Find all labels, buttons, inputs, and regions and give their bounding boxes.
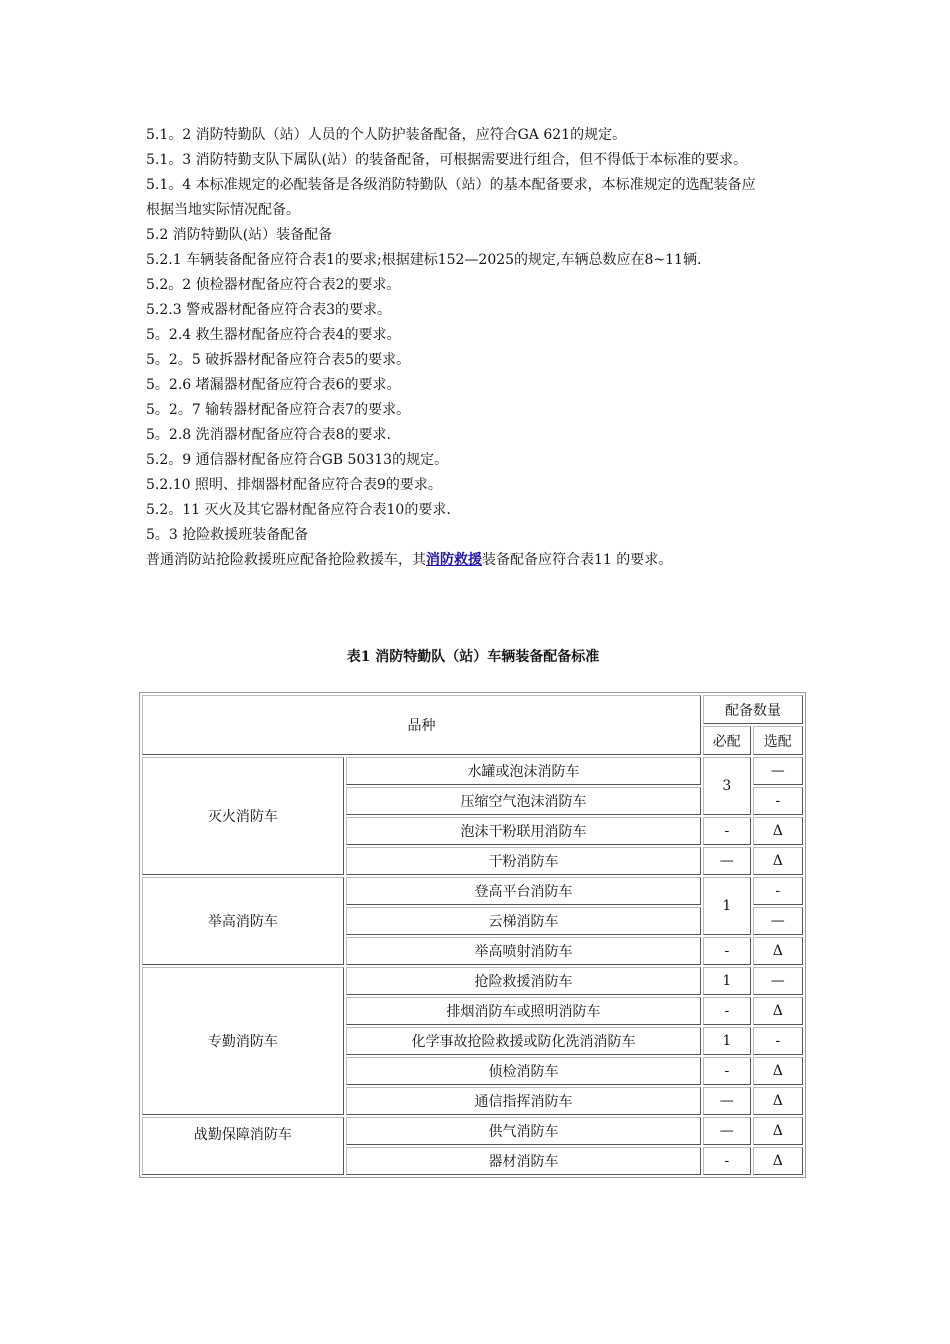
- optional-cell: Δ: [753, 847, 803, 875]
- must-cell: 1: [703, 877, 750, 935]
- paragraph: 5。2。7 输转器材配备应符合表7的要求。: [146, 402, 411, 418]
- item-cell: 排烟消防车或照明消防车: [346, 997, 701, 1025]
- item-cell: 举高喷射消防车: [346, 937, 701, 965]
- paragraph: 5。3 抢险救援班装备配备: [146, 527, 309, 543]
- table-title: 表1 消防特勤队（站）车辆装备配备标准: [346, 649, 600, 665]
- paragraph-text-before-link: 普通消防站抢险救援班应配备抢险救援车，其: [146, 552, 426, 568]
- must-cell: -: [703, 1147, 750, 1175]
- header-optional: 选配: [753, 726, 803, 755]
- paragraph: 5.2。2 侦检器材配备应符合表2的要求。: [146, 277, 401, 293]
- paragraph: 5。2.8 洗消器材配备应符合表8的要求.: [146, 427, 391, 443]
- must-cell: —: [703, 1117, 750, 1145]
- must-cell: —: [703, 1087, 750, 1115]
- must-cell: 1: [703, 1027, 750, 1055]
- paragraph: 5。2.4 救生器材配备应符合表4的要求。: [146, 327, 401, 343]
- table-row: [142, 967, 803, 995]
- optional-cell: Δ: [753, 937, 803, 965]
- table-row: [142, 877, 803, 905]
- category-cell: 专勤消防车: [142, 967, 344, 1115]
- item-cell: 压缩空气泡沫消防车: [346, 787, 701, 815]
- paragraph: 5。2.6 堵漏器材配备应符合表6的要求。: [146, 377, 401, 393]
- optional-cell: Δ: [753, 1087, 803, 1115]
- header-variety: 品种: [142, 695, 701, 755]
- item-cell: 水罐或泡沫消防车: [346, 757, 701, 785]
- item-cell: 侦检消防车: [346, 1057, 701, 1085]
- header-must: 必配: [703, 726, 750, 755]
- item-cell: 泡沫干粉联用消防车: [346, 817, 701, 845]
- vehicle-equipment-table-container: [139, 692, 806, 1209]
- optional-cell: Δ: [753, 1057, 803, 1085]
- optional-cell: —: [753, 967, 803, 995]
- header-quantity: 配备数量: [703, 695, 803, 724]
- paragraph: 5.1。2 消防特勤队（站）人员的个人防护装备配备，应符合GA 621的规定。: [146, 127, 627, 143]
- vehicle-equipment-table: [139, 692, 806, 1178]
- paragraph: 5.1。4 本标准规定的必配装备是各级消防特勤队（站）的基本配备要求，本标准规定的选配装备应: [146, 177, 756, 193]
- must-cell: -: [703, 817, 750, 845]
- paragraph-with-link: [146, 548, 816, 573]
- paragraph: 根据当地实际情况配备。: [146, 202, 300, 218]
- must-cell: -: [703, 997, 750, 1025]
- fire-rescue-link[interactable]: 消防救援: [426, 552, 482, 568]
- paragraph: 5.2 消防特勤队(站）装备配备: [146, 227, 333, 243]
- item-cell: 云梯消防车: [346, 907, 701, 935]
- item-cell: 登高平台消防车: [346, 877, 701, 905]
- item-cell: 干粉消防车: [346, 847, 701, 875]
- paragraph: 5.2.3 警戒器材配备应符合表3的要求。: [146, 302, 391, 318]
- table-row: [142, 757, 803, 785]
- must-cell: 3: [703, 757, 750, 815]
- document-body: [146, 123, 816, 573]
- paragraph-text-after-link: 装备配备应符合表11 的要求。: [482, 552, 673, 568]
- optional-cell: -: [753, 787, 803, 815]
- paragraph: 5.2。9 通信器材配备应符合GB 50313的规定。: [146, 452, 449, 468]
- optional-cell: Δ: [753, 1117, 803, 1145]
- table-header-row: [142, 695, 803, 724]
- paragraph: 5.2。11 灭火及其它器材配备应符合表10的要求.: [146, 502, 451, 518]
- paragraph: 5.2.1 车辆装备配备应符合表1的要求;根据建标152—2025的规定,车辆总数应在8~11辆.: [146, 252, 702, 268]
- must-cell: 1: [703, 967, 750, 995]
- table-row: [142, 1117, 803, 1145]
- item-cell: 通信指挥消防车: [346, 1087, 701, 1115]
- paragraph: 5.1。3 消防特勤支队下属队(站）的装备配备，可根据需要进行组合，但不得低于本标准的要求。: [146, 152, 748, 168]
- optional-cell: Δ: [753, 1147, 803, 1175]
- item-cell: 抢险救援消防车: [346, 967, 701, 995]
- optional-cell: Δ: [753, 817, 803, 845]
- must-cell: -: [703, 1057, 750, 1085]
- category-cell: 灭火消防车: [142, 757, 344, 875]
- item-cell: 供气消防车: [346, 1117, 701, 1145]
- item-cell: 化学事故抢险救援或防化洗消消防车: [346, 1027, 701, 1055]
- category-cell: 战勤保障消防车: [142, 1117, 344, 1175]
- paragraph: 5。2。5 破拆器材配备应符合表5的要求。: [146, 352, 411, 368]
- optional-cell: —: [753, 907, 803, 935]
- category-cell: 举高消防车: [142, 877, 344, 965]
- optional-cell: -: [753, 1027, 803, 1055]
- optional-cell: —: [753, 757, 803, 785]
- item-cell: 器材消防车: [346, 1147, 701, 1175]
- must-cell: -: [703, 937, 750, 965]
- optional-cell: Δ: [753, 997, 803, 1025]
- paragraph: 5.2.10 照明、排烟器材配备应符合表9的要求。: [146, 477, 442, 493]
- optional-cell: -: [753, 877, 803, 905]
- must-cell: —: [703, 847, 750, 875]
